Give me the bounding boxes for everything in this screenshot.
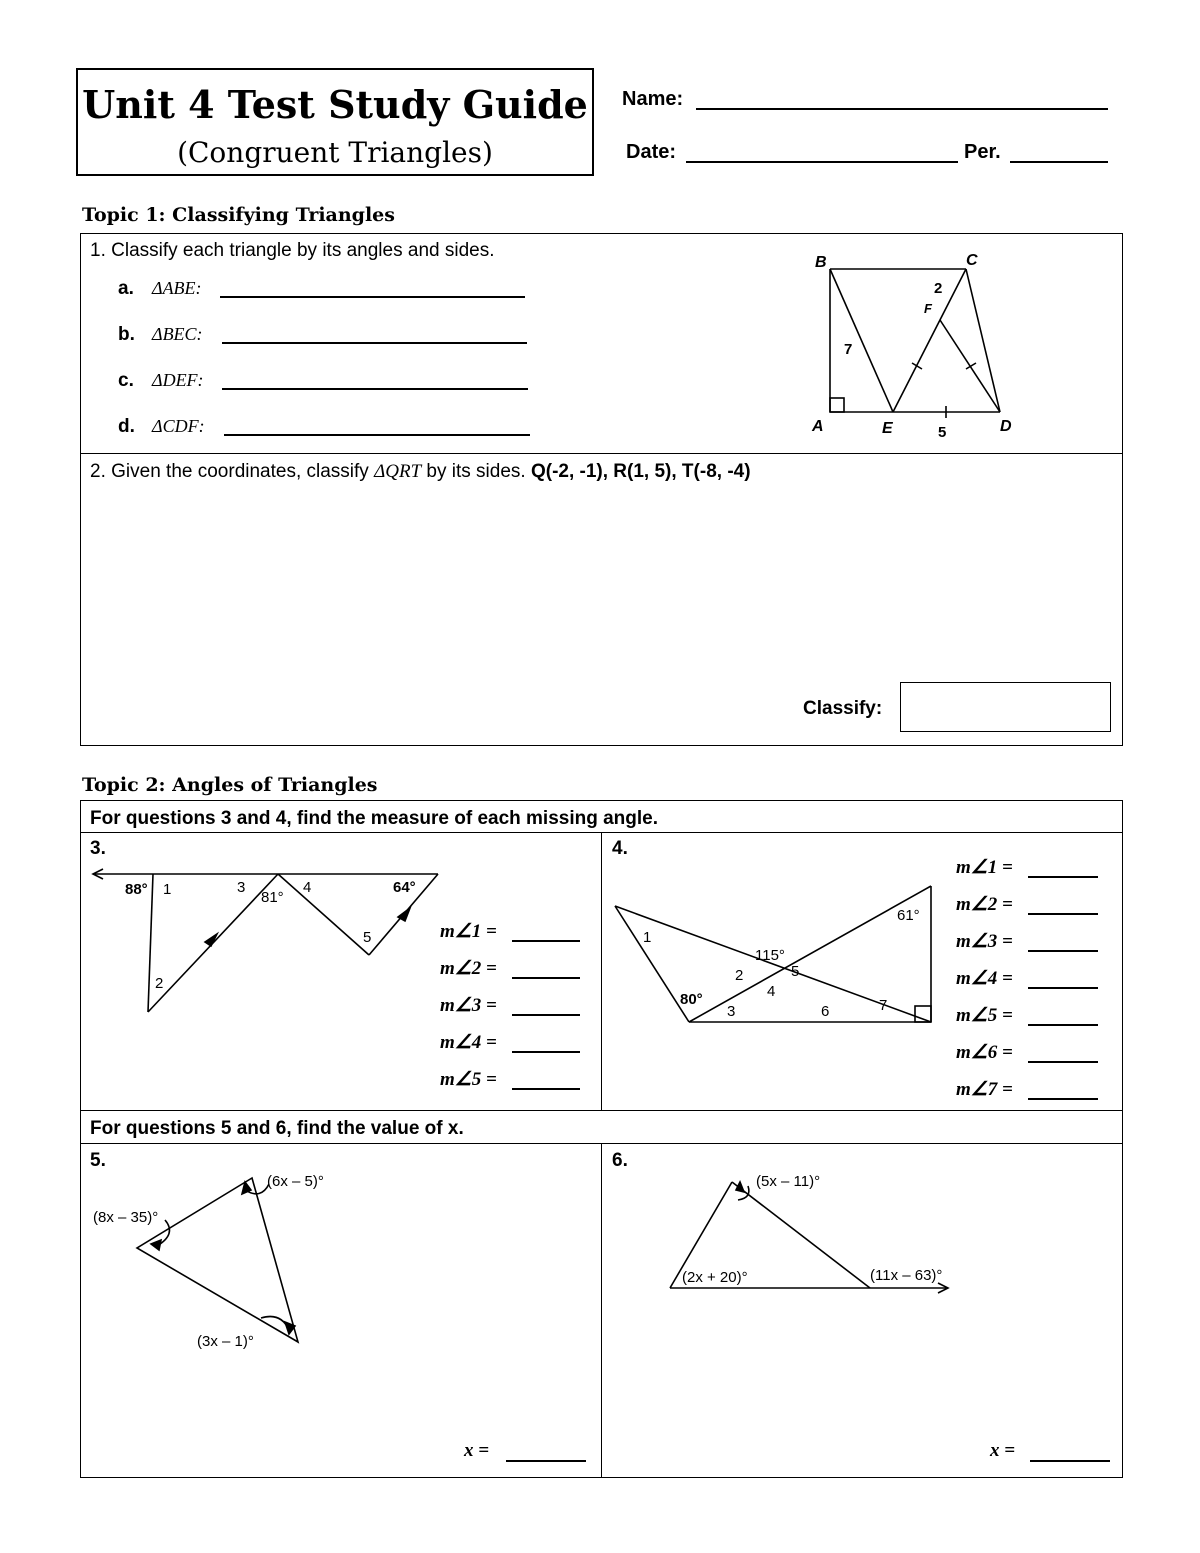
q3-answer-line-1[interactable] [512, 940, 580, 942]
divider-row [80, 1110, 1123, 1111]
q4-angle-5: 5 [791, 963, 800, 980]
name-line[interactable] [696, 108, 1108, 110]
q5-figure [85, 1162, 385, 1362]
q4-angle-6: 6 [821, 1003, 830, 1020]
q6-answer-line[interactable] [1030, 1460, 1110, 1462]
q1c-triangle: ΔDEF: [152, 370, 204, 390]
q4-angle-2: 2 [735, 967, 744, 984]
q3-answer-label-4: m∠4 = [440, 1032, 497, 1053]
q1-figure [800, 245, 1030, 445]
q6-figure [660, 1162, 970, 1302]
topic1-heading: Topic 1: Classifying Triangles [82, 204, 395, 226]
q2-classify-box[interactable] [900, 682, 1111, 732]
q3-answer-label-2: m∠2 = [440, 958, 497, 979]
q1d-triangle: ΔCDF: [152, 416, 205, 436]
q4-angle-3: 3 [727, 1003, 736, 1020]
label-angle-2: 2 [934, 280, 943, 297]
q1d-letter: d. [118, 416, 135, 437]
q6-angle-left: (2x + 20)° [682, 1269, 748, 1286]
date-line[interactable] [686, 161, 958, 163]
q1a-letter: a. [118, 278, 134, 299]
label-D: D [1000, 418, 1012, 435]
q3-angle-81: 81° [261, 889, 284, 906]
q2-prompt [90, 461, 751, 483]
q6-angle-right: (11x – 63)° [870, 1267, 943, 1284]
q4-number: 4. [612, 838, 628, 859]
title-box [76, 68, 594, 176]
q3-answer-line-4[interactable] [512, 1051, 580, 1053]
label-B: B [815, 254, 827, 271]
instructions-q3-q4: For questions 3 and 4, find the measure of each missing angle. [90, 808, 659, 829]
q4-answer-label-7: m∠7 = [956, 1079, 1013, 1100]
q3-answer-line-3[interactable] [512, 1014, 580, 1016]
q4-answer-line-1[interactable] [1028, 876, 1098, 878]
q4-answer-line-2[interactable] [1028, 913, 1098, 915]
instructions-q5-q6 [90, 1118, 464, 1140]
q3-angle-5: 5 [363, 929, 372, 946]
q2-prompt-end: by its sides. [421, 461, 531, 482]
q2-coordinates: Q(-2, -1), R(1, 5), T(-8, -4) [530, 461, 751, 482]
label-F: F [924, 301, 932, 316]
q1a-answer-line[interactable] [220, 296, 525, 298]
q1b-letter: b. [118, 324, 135, 345]
q3-angle-4: 4 [303, 879, 312, 896]
q3-answer-label-1: m∠1 = [440, 921, 497, 942]
q2-triangle: ΔQRT [374, 461, 422, 482]
q3-answer-label-5: m∠5 = [440, 1069, 497, 1090]
q3-angle-1: 1 [163, 881, 172, 898]
q5-angle-left: (8x – 35)° [93, 1209, 159, 1226]
q3-answer-line-2[interactable] [512, 977, 580, 979]
q1c-answer-line[interactable] [222, 388, 528, 390]
q1b-answer-line[interactable] [222, 342, 527, 344]
q4-answer-line-4[interactable] [1028, 987, 1098, 989]
q4-angle-115: 115° [755, 947, 785, 964]
instructions-q5-q6-text: For questions 5 and 6, find the value of x. [90, 1118, 464, 1139]
q4-angle-80: 80° [680, 991, 703, 1008]
name-label: Name: [622, 88, 684, 110]
q4-answer-label-4: m∠4 = [956, 968, 1013, 989]
q4-angle-4: 4 [767, 983, 776, 1000]
q3-angle-2: 2 [155, 975, 164, 992]
q1-prompt: 1. Classify each triangle by its angles and sides. [90, 240, 495, 261]
q3-figure [85, 862, 445, 1022]
label-E: E [882, 420, 893, 437]
page-subtitle: (Congruent Triangles) [177, 136, 493, 169]
q4-answer-line-6[interactable] [1028, 1061, 1098, 1063]
q6-answer-label: x = [990, 1440, 1016, 1461]
q4-answer-label-2: m∠2 = [956, 894, 1013, 915]
q5-answer-line[interactable] [506, 1460, 586, 1462]
q4-angle-7: 7 [879, 997, 888, 1014]
q4-answer-line-3[interactable] [1028, 950, 1098, 952]
q4-answer-label-6: m∠6 = [956, 1042, 1013, 1063]
period-line[interactable] [1010, 161, 1108, 163]
q4-answer-line-7[interactable] [1028, 1098, 1098, 1100]
label-side-5: 5 [938, 424, 947, 441]
q5-angle-top: (6x – 5)° [267, 1173, 324, 1190]
q3-angle-3: 3 [237, 879, 246, 896]
q4-angle-61: 61° [897, 907, 920, 924]
q2-classify-label: Classify: [803, 698, 883, 719]
q3-number: 3. [90, 838, 106, 859]
q4-answer-label-1: m∠1 = [956, 857, 1013, 878]
q2-prompt-start: 2. Given the coordinates, classify [90, 461, 375, 482]
q3-answer-label-3: m∠3 = [440, 995, 497, 1016]
q4-figure [605, 876, 945, 1031]
q4-answer-label-5: m∠5 = [956, 1005, 1013, 1026]
q4-angle-1: 1 [643, 929, 652, 946]
q4-answer-label-3: m∠3 = [956, 931, 1013, 952]
divider-q5-q6 [601, 1143, 602, 1478]
q5-answer-label: x = [464, 1440, 490, 1461]
q1b-triangle: ΔBEC: [152, 324, 203, 344]
q1a-triangle: ΔABE: [152, 278, 202, 298]
q5-angle-bottom: (3x – 1)° [197, 1333, 254, 1350]
q4-answer-line-5[interactable] [1028, 1024, 1098, 1026]
period-label: Per. [964, 141, 1001, 163]
q1d-answer-line[interactable] [224, 434, 530, 436]
q6-number: 6. [612, 1150, 628, 1171]
label-C: C [966, 252, 978, 269]
date-label: Date: [626, 141, 677, 163]
divider-q3-q4 [601, 832, 602, 1110]
label-A: A [812, 418, 824, 435]
q6-angle-top: (5x – 11)° [756, 1173, 821, 1190]
page-title: Unit 4 Test Study Guide [82, 82, 588, 127]
q3-angle-64: 64° [393, 879, 416, 896]
q3-angle-88: 88° [125, 881, 148, 898]
q3-answer-line-5[interactable] [512, 1088, 580, 1090]
q1c-letter: c. [118, 370, 134, 391]
q5-number: 5. [90, 1150, 106, 1171]
label-side-7: 7 [844, 341, 853, 358]
topic2-heading: Topic 2: Angles of Triangles [82, 774, 378, 796]
